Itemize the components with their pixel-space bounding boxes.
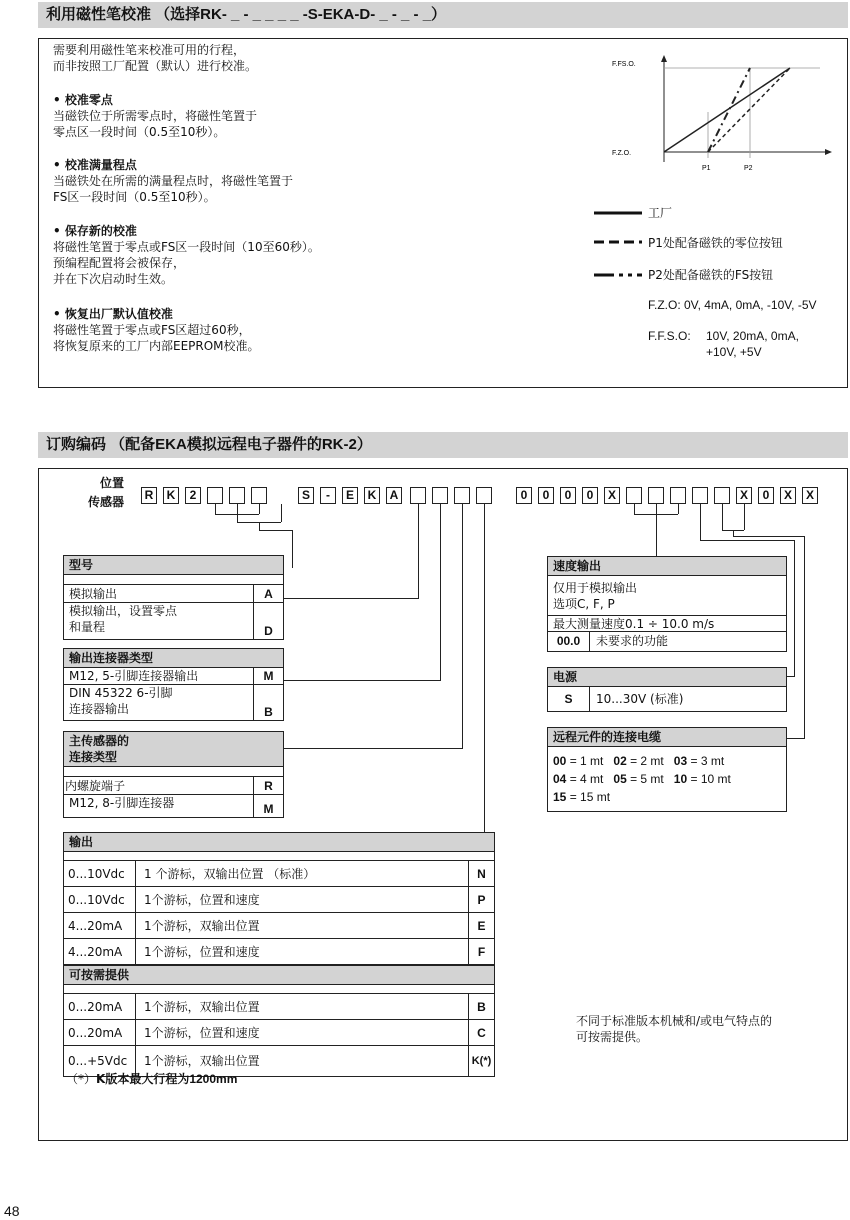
code-box-1-12: [410, 487, 426, 504]
legend-solid-line: [594, 209, 644, 217]
code-box-1-5: [229, 487, 245, 504]
cable-line-2: 04 = 4 mt 05 = 5 mt 10 = 10 mt: [553, 772, 731, 786]
power-supply-header: 电源: [548, 668, 786, 687]
save-calibration-title: • 保存新的校准: [53, 224, 137, 238]
power-supply-desc: 10...30V (标准): [596, 692, 684, 706]
fs-calibration-title: • 校准满量程点: [53, 158, 137, 172]
code-box-2-6: [626, 487, 642, 504]
on-request-row: 0...20mA 1个游标，位置和速度 C: [64, 1020, 494, 1046]
legend-p1-label: P1处配备磁铁的零位按钮: [648, 236, 783, 250]
calibration-intro-1: 需要利用磁性笔来校准可用的行程，: [53, 43, 246, 57]
speed-output-line-2: 选项C, F, P: [553, 597, 615, 611]
calibration-graph: [600, 52, 835, 177]
model-header: 型号: [64, 556, 283, 575]
connector-m12-code: M: [253, 668, 283, 684]
output-row: 4...20mA 1个游标，位置和速度 F: [64, 939, 494, 965]
speed-output-line-3: 最大测量速度0.1 ÷ 10.0 m/s: [553, 617, 715, 631]
code-box-2-9: [692, 487, 708, 504]
code-box-1-6: [251, 487, 267, 504]
code-box-1-10: K: [364, 487, 380, 504]
power-supply-table: [547, 667, 787, 712]
graph-y-bottom-label: F.Z.O.: [612, 150, 632, 157]
zero-calibration-title: • 校准零点: [53, 93, 113, 107]
connector-header: 输出连接器类型: [64, 649, 283, 668]
code-box-2-3: 0: [560, 487, 576, 504]
power-supply-code: S: [548, 687, 590, 711]
graph-p2-label: P2: [744, 165, 753, 172]
save-calibration-line-1: 将磁性笔置于零点或FS区一段时间（10至60秒）。: [53, 240, 320, 254]
ffso-label: F.F.S.O:: [648, 329, 691, 343]
code-box-1-3: 2: [185, 487, 201, 504]
code-box-2-5: X: [604, 487, 620, 504]
code-box-1-4: [207, 487, 223, 504]
legend-dashdot-line: [594, 271, 644, 279]
save-calibration-line-3: 并在下次启动时生效。: [53, 272, 174, 286]
model-analog-label: 模拟输出: [69, 587, 118, 601]
code-box-2-4: 0: [582, 487, 598, 504]
calibration-intro-2: 而非按照工厂配置（默认）进行校准。: [53, 59, 258, 73]
reset-calibration-line-2: 将恢复原来的工厂内部EEPROM校准。: [53, 339, 260, 353]
main-sensor-header-1: 主传感器的: [69, 734, 130, 748]
sensor-label-2: 传感器: [88, 495, 125, 509]
custom-note-2: 可按需提供。: [576, 1030, 649, 1044]
legend-factory-label: 工厂: [648, 206, 673, 220]
code-box-2-2: 0: [538, 487, 554, 504]
page-number: 48: [4, 1203, 20, 1219]
code-box-1-15: [476, 487, 492, 504]
ffso-values-2: +10V, +5V: [706, 345, 762, 359]
code-box-1-7: S: [298, 487, 314, 504]
fs-calibration-line-2: FS区一段时间（0.5至10秒）。: [53, 190, 216, 204]
model-analog-zero-label-1: 模拟输出，设置零点: [69, 604, 178, 618]
main-sensor-m12-label: M12, 8-引脚连接器: [69, 796, 175, 810]
output-row: 0...10Vdc 1 个游标，双输出位置 （标准） N: [64, 861, 494, 887]
code-box-2-12: 0: [758, 487, 774, 504]
calibration-section-title: 利用磁性笔校准 （选择RK- _ - _ _ _ _ -S-EKA-D- _ - _ - _）: [38, 2, 848, 28]
on-request-header: 可按需提供: [64, 965, 494, 985]
code-box-1-9: E: [342, 487, 358, 504]
model-analog-code: A: [253, 585, 283, 602]
code-box-2-1: 0: [516, 487, 532, 504]
code-box-1-2: K: [163, 487, 179, 504]
speed-output-code: 00.0: [548, 632, 590, 651]
output-table: [63, 832, 495, 1077]
sensor-label-1: 位置: [100, 476, 125, 490]
speed-output-table: [547, 556, 787, 652]
speed-output-line-1: 仅用于模拟输出: [553, 581, 638, 595]
main-sensor-terminal-label: 内螺旋端子: [65, 779, 126, 793]
legend-p2-label: P2处配备磁铁的FS按钮: [648, 268, 774, 282]
zero-calibration-line-1: 当磁铁位于所需零点时，将磁性笔置于: [53, 109, 258, 123]
graph-p1-label: P1: [702, 165, 711, 172]
custom-note-1: 不同于标准版本机械和/或电气特点的: [576, 1014, 773, 1028]
code-box-1-8: -: [320, 487, 336, 504]
main-sensor-table: [63, 731, 284, 818]
code-box-2-7: [648, 487, 664, 504]
connector-table: [63, 648, 284, 721]
main-sensor-header-2: 连接类型: [69, 750, 118, 764]
model-analog-zero-label-2: 和量程: [69, 620, 106, 634]
speed-output-desc: 未要求的功能: [596, 634, 669, 648]
fs-calibration-line-1: 当磁铁处在所需的满量程点时，将磁性笔置于: [53, 174, 294, 188]
code-box-1-1: R: [141, 487, 157, 504]
code-box-1-14: [454, 487, 470, 504]
main-sensor-m12-code: M: [253, 795, 283, 817]
zero-calibration-line-2: 零点区一段时间（0.5至10秒）。: [53, 125, 226, 139]
connector-m12-label: M12, 5-引脚连接器输出: [69, 669, 199, 683]
main-sensor-terminal-code: R: [253, 777, 283, 794]
cable-header: 远程元件的连接电缆: [548, 728, 786, 747]
connector-din-label-1: DIN 45322 6-引脚: [69, 686, 173, 700]
code-box-2-13: X: [780, 487, 796, 504]
cable-table: [547, 727, 787, 812]
on-request-row: 0...+5Vdc 1个游标，双输出位置 K(*): [64, 1046, 494, 1076]
reset-calibration-line-1: 将磁性笔置于零点或FS区超过60秒，: [53, 323, 251, 337]
output-row: 0...10Vdc 1个游标，位置和速度 P: [64, 887, 494, 913]
output-row: 4...20mA 1个游标，双输出位置 E: [64, 913, 494, 939]
cable-line-3: 15 = 15 mt: [553, 790, 611, 804]
reset-calibration-title: • 恢复出厂默认值校准: [53, 307, 173, 321]
cable-line-1: 00 = 1 mt 02 = 2 mt 03 = 3 mt: [553, 754, 725, 768]
code-box-2-14: X: [802, 487, 818, 504]
code-box-2-8: [670, 487, 686, 504]
fzo-values: F.Z.O: 0V, 4mA, 0mA, -10V, -5V: [648, 298, 817, 312]
ffso-values-1: 10V, 20mA, 0mA,: [706, 329, 799, 343]
code-box-1-11: A: [386, 487, 402, 504]
legend-dashed-line: [594, 238, 644, 246]
code-box-1-13: [432, 487, 448, 504]
code-box-2-11: X: [736, 487, 752, 504]
model-analog-zero-code: D: [253, 603, 283, 639]
connector-din-code: B: [253, 685, 283, 720]
save-calibration-line-2: 预编程配置将会被保存，: [53, 256, 186, 270]
connector-din-label-2: 连接器输出: [69, 702, 130, 716]
on-request-row: 0...20mA 1个游标，双输出位置 B: [64, 994, 494, 1020]
speed-output-header: 速度输出: [548, 557, 786, 576]
output-header: 输出: [64, 833, 494, 852]
code-box-2-10: [714, 487, 730, 504]
ordering-code-section-title: 订购编码 （配备EKA模拟远程电子器件的RK-2）: [38, 432, 848, 458]
model-table: [63, 555, 284, 640]
graph-y-top-label: F.FS.O.: [612, 61, 636, 68]
footnote: （*）K版本最大行程为1200mm: [66, 1072, 238, 1086]
